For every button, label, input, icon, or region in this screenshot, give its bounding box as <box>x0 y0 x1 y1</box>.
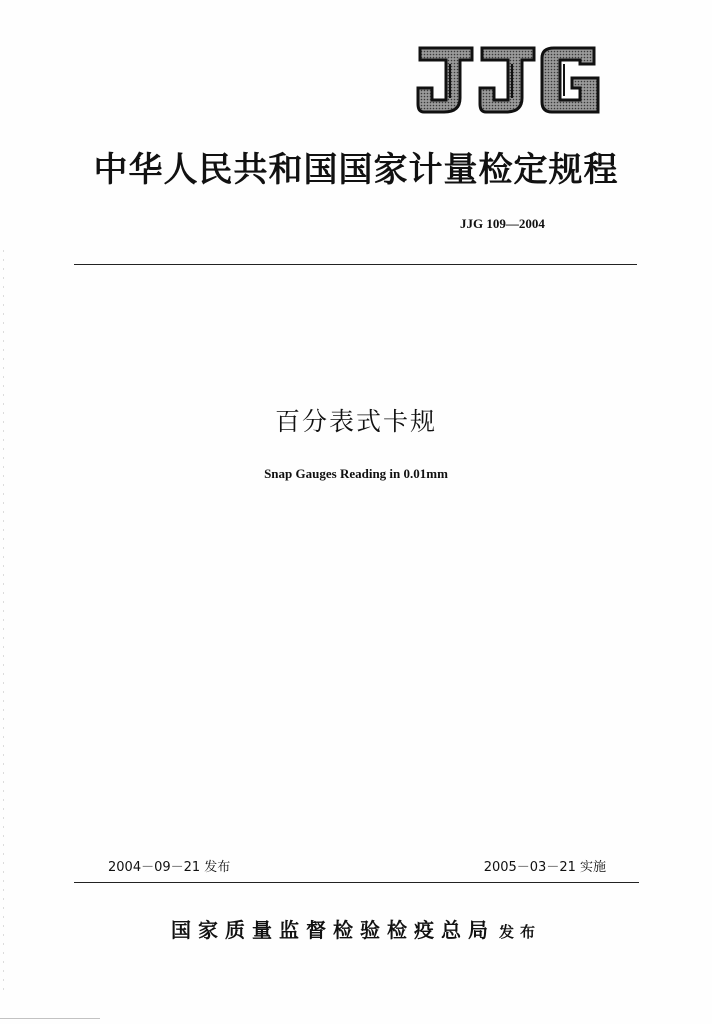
publisher-name: 国家质量监督检验检疫总局 <box>170 918 495 942</box>
document-title-en: Snap Gauges Reading in 0.01mm <box>264 466 448 481</box>
scan-artifact-bottom <box>0 1018 100 1019</box>
divider-top <box>74 264 637 265</box>
scan-artifact-edge <box>3 250 4 990</box>
standard-series-title: 中华人民共和国国家计量检定规程 <box>93 150 619 190</box>
publisher-line <box>0 914 712 943</box>
standard-number: JJG 109—2004 <box>460 216 545 231</box>
document-title-cn: 百分表式卡规 <box>274 407 437 436</box>
jjg-logo-icon <box>414 44 604 116</box>
effective-date: 2005－03－21 实施 <box>483 860 606 875</box>
divider-bottom <box>74 882 639 883</box>
issue-date: 2004－09－21 发布 <box>108 860 231 875</box>
publisher-action: 发布 <box>498 923 541 941</box>
